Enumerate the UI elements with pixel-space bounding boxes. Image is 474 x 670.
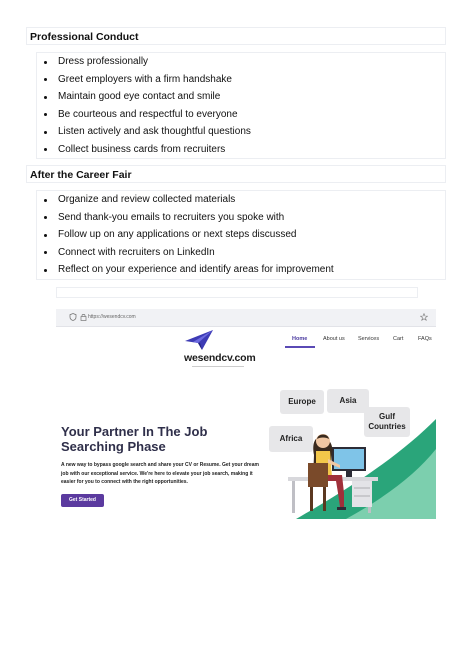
region-bubble-africa: Africa	[269, 426, 313, 452]
list-item: Organize and review collected materials	[37, 191, 445, 209]
url-text[interactable]: https://wesendcv.com	[88, 314, 136, 320]
browser-address-bar	[56, 309, 436, 327]
list-item: Be courteous and respectful to everyone	[37, 106, 445, 124]
nav-cart[interactable]: Cart	[393, 336, 404, 342]
list-item: Reflect on your experience and identify areas for improvement	[37, 261, 445, 279]
section-heading-after-career-fair: After the Career Fair	[26, 165, 446, 183]
list-item: Collect business cards from recruiters	[37, 141, 445, 159]
get-started-button[interactable]: Get Started	[61, 494, 104, 507]
site-logo[interactable]	[184, 329, 254, 369]
hero-title: Your Partner In The Job Searching Phase	[61, 424, 208, 454]
list-item: Connect with recruiters on LinkedIn	[37, 244, 445, 262]
hero-subtitle: A new way to bypass google search and share your CV or Resume. Get your dream job with our exceptional service. We're here to elevate your job search, making it easier for you to connect with the right opportunities.	[61, 462, 259, 485]
section-heading-professional-conduct: Professional Conduct	[26, 27, 446, 45]
logo-tagline-line	[192, 366, 244, 367]
website-screenshot	[56, 309, 436, 519]
nav-active-underline	[285, 346, 315, 348]
lock-icon	[79, 313, 87, 321]
empty-table-row	[56, 287, 418, 298]
list-item: Send thank-you emails to recruiters you spoke with	[37, 209, 445, 227]
nav-about-us[interactable]: About us	[323, 336, 345, 342]
list-item: Follow up on any applications or next steps discussed	[37, 226, 445, 244]
region-bubble-europe: Europe	[280, 390, 324, 414]
professional-conduct-list	[36, 52, 446, 159]
region-bubble-asia: Asia	[327, 389, 369, 413]
nav-faqs[interactable]: FAQs	[418, 336, 432, 342]
nav-services[interactable]: Services	[358, 336, 380, 342]
list-item: Maintain good eye contact and smile	[37, 88, 445, 106]
list-item: Greet employers with a firm handshake	[37, 71, 445, 89]
after-career-fair-list	[36, 190, 446, 280]
list-item: Listen actively and ask thoughtful questions	[37, 123, 445, 141]
shield-icon	[69, 313, 77, 321]
paper-plane-icon	[184, 329, 214, 351]
logo-text: wesendcv.com	[184, 352, 256, 364]
nav-home[interactable]: Home	[292, 336, 308, 342]
region-bubble-gulf-countries: Gulf Countries	[364, 407, 410, 437]
star-icon[interactable]	[420, 313, 428, 321]
list-item: Dress professionally	[37, 53, 445, 71]
